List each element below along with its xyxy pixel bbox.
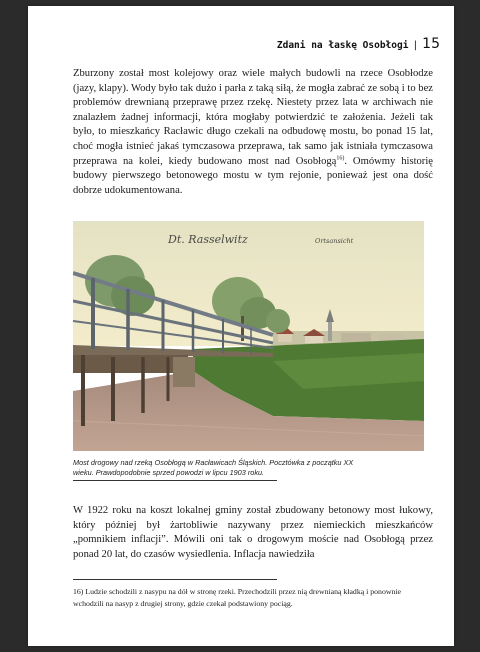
postcard-title: Dt. Rasselwitz — [168, 233, 248, 246]
paragraph-1-text-end: . Omówmy historię budowy pierwszego betonowego mostu w tym rejonie, ponieważ jest ona dość dobrze udokumentowana. — [73, 155, 433, 196]
paragraph-1-text: Zburzony został most kolejowy oraz wiele małych budowli na rzece Osobłodze (jazy, klapy). Wody było tak dużo i parła z taką siłą, że mogła zabrać ze sobą i to bez problemów drewnianą przeprawę przez rzekę. Niestety przez lata w archiwach nie znalazłem żadnej informacji, która mogłaby potwierdzić te założenia. Jeżeli tak było, to mieszkańcy Racławic długo czekali na odbudowę mostu, bo ponad 15 lat, choć mogła istnieć jakaś tymczasowa przeprawa, tak samo jak istniała tymczasowa przeprawa na kolei, kiedy budowano most nad Osobłogą — [73, 68, 433, 167]
running-title: Zdani na łaskę Osobłogi — [276, 40, 409, 51]
figure-caption: Most drogowy nad rzeką Osobłogą w Racławicach Śląskich. Pocztówka z początku XX wieku. Prawdopodobnie sprzed powodzi w lipcu 1903 roku. — [73, 458, 354, 477]
header-separator: | — [412, 40, 419, 51]
footnote-16: 16) Ludzie schodzili z nasypu na dół w stronę rzeki. Przechodzili przez nią drewnianą kładką i ponownie wchodzili na nasyp z drugiej strony, gdzie czekał podstawiony pociąg. — [73, 587, 402, 608]
caption-underline — [73, 480, 277, 481]
postcard-illustration — [73, 221, 424, 451]
paragraph-1 — [73, 67, 433, 198]
footnote-reference[interactable]: 16) — [336, 155, 345, 162]
paragraph-2: W 1922 roku na koszt lokalnej gminy został zbudowany betonowy most łukowy, który później był żartobliwie nazywany przez niemieckich mieszkańców „pomnikiem inflacji”. Mówili oni tak o drogowym moście nad Osobłogą przez ponad 20 lat, do czasów wysiedlenia. Inflacja nawiedziła — [73, 505, 433, 560]
footnote-divider — [73, 579, 277, 580]
postcard-image — [73, 221, 424, 451]
running-header — [277, 36, 440, 52]
book-page — [28, 6, 454, 646]
postcard-subtitle: Ortsansicht — [315, 237, 354, 245]
page-number: 15 — [422, 36, 440, 52]
